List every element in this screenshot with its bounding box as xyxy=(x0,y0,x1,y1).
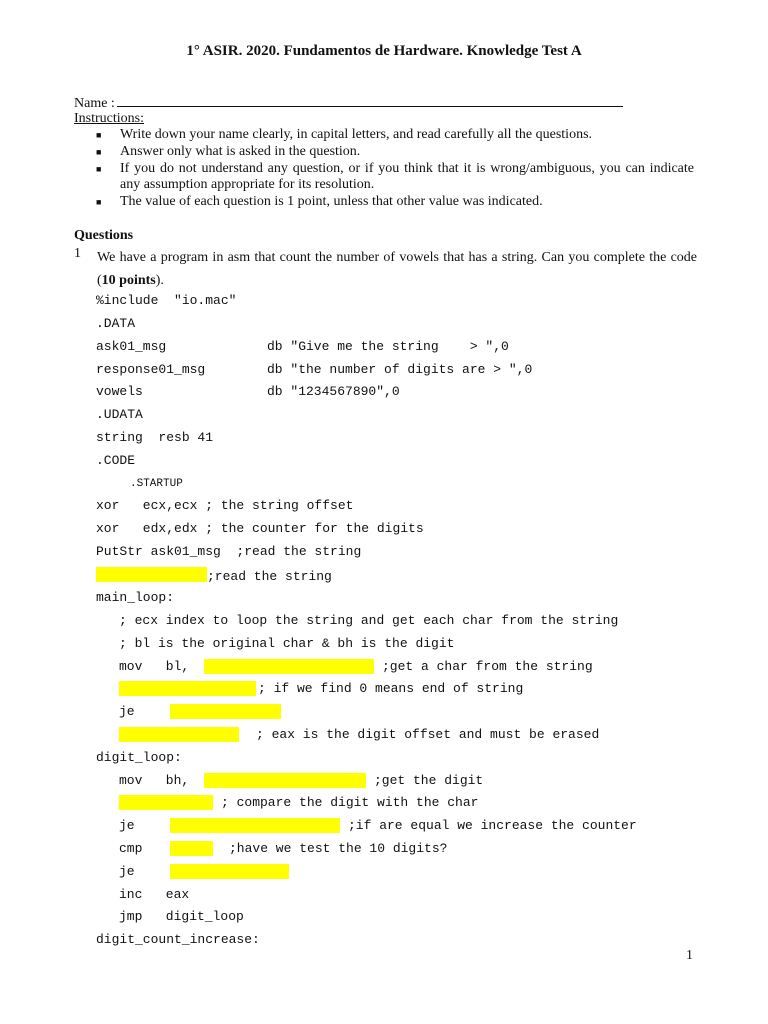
code-line: digit_count_increase: xyxy=(96,932,260,947)
answer-blank[interactable] xyxy=(119,681,256,696)
name-field xyxy=(74,94,623,112)
code-line: inc eax xyxy=(119,887,190,902)
code-line: .DATA xyxy=(96,316,136,331)
code-line: ; eax is the digit offset and must be erased xyxy=(256,727,600,742)
answer-blank[interactable] xyxy=(170,841,213,856)
name-blank-line xyxy=(117,94,623,107)
code-line: ;have we test the 10 digits? xyxy=(229,841,448,856)
question-number: 1 xyxy=(74,246,81,261)
code-line: je xyxy=(119,818,135,833)
code-line: ;get a char from the string xyxy=(382,659,593,674)
code-line: ;read the string xyxy=(96,567,332,583)
list-item: ■ Write down your name clearly, in capital letters, and read carefully all the questions. xyxy=(96,127,593,142)
code-line: xor edx,edx ; the counter for the digits xyxy=(96,521,424,536)
code-line: ;get the digit xyxy=(374,773,484,788)
bullet-icon: ■ xyxy=(96,130,102,140)
code-line: .STARTUP xyxy=(130,478,183,490)
answer-blank[interactable] xyxy=(204,773,366,788)
code-line: je xyxy=(119,704,135,719)
code-line: db "Give me the string > ",0 xyxy=(267,339,509,354)
bullet-icon: ■ xyxy=(96,146,102,157)
code-line: ; bl is the original char & bh is the digit xyxy=(119,636,455,651)
question-text: We have a program in asm that count the number of vowels that has a string. Can you complete the code (10 points). xyxy=(97,250,697,288)
code-line: ; compare the digit with the char xyxy=(221,795,479,810)
page-number: 1 xyxy=(686,948,693,963)
list-item: ■ If you do not understand any question, or if you think that it is wrong/ambiguous, you can indicate any assumption appropriate for its resolution. xyxy=(96,160,694,193)
bullet-icon: ■ xyxy=(96,197,102,208)
code-line: ;if are equal we increase the counter xyxy=(348,818,637,833)
list-item: ■ Answer only what is asked in the question. xyxy=(96,143,361,159)
code-line: mov bh, xyxy=(119,773,190,788)
code-line: jmp digit_loop xyxy=(119,909,244,924)
answer-blank[interactable] xyxy=(96,567,207,582)
code-line: vowels xyxy=(96,384,143,399)
code-line: ask01_msg xyxy=(96,339,167,354)
code-line: ; if we find 0 means end of string xyxy=(258,681,524,696)
answer-blank[interactable] xyxy=(119,727,239,742)
answer-blank[interactable] xyxy=(170,864,289,879)
instructions-heading: Instructions: xyxy=(74,111,144,126)
code-line: string resb 41 xyxy=(96,430,214,445)
questions-heading: Questions xyxy=(74,228,134,243)
list-item: ■ The value of each question is 1 point, unless that other value was indicated. xyxy=(96,194,543,210)
code-line: digit_loop: xyxy=(96,750,182,765)
code-line: xor ecx,ecx ; the string offset xyxy=(96,498,354,513)
code-line: db "1234567890",0 xyxy=(267,384,400,399)
name-label: Name : xyxy=(74,96,115,111)
bullet-icon: ■ xyxy=(96,163,102,174)
document-title: 1° ASIR. 2020. Fundamentos de Hardware. Knowledge Test A xyxy=(186,43,582,59)
code-line: je xyxy=(119,864,135,879)
answer-blank[interactable] xyxy=(170,704,281,719)
code-line: ; ecx index to loop the string and get each char from the string xyxy=(119,613,619,628)
code-line: %include "io.mac" xyxy=(96,293,237,308)
code-line: PutStr ask01_msg ;read the string xyxy=(96,544,362,559)
points-label: 10 points xyxy=(101,273,156,288)
code-line: main_loop: xyxy=(96,590,175,605)
code-line: db "the number of digits are > ",0 xyxy=(267,362,533,377)
code-line: mov bl, xyxy=(119,659,190,674)
answer-blank[interactable] xyxy=(204,659,374,674)
code-line: .CODE xyxy=(96,453,136,468)
code-line: .UDATA xyxy=(96,407,143,422)
code-line: response01_msg xyxy=(96,362,206,377)
answer-blank[interactable] xyxy=(119,795,213,810)
answer-blank[interactable] xyxy=(170,818,340,833)
code-line: cmp xyxy=(119,841,143,856)
instructions-list xyxy=(74,127,694,211)
